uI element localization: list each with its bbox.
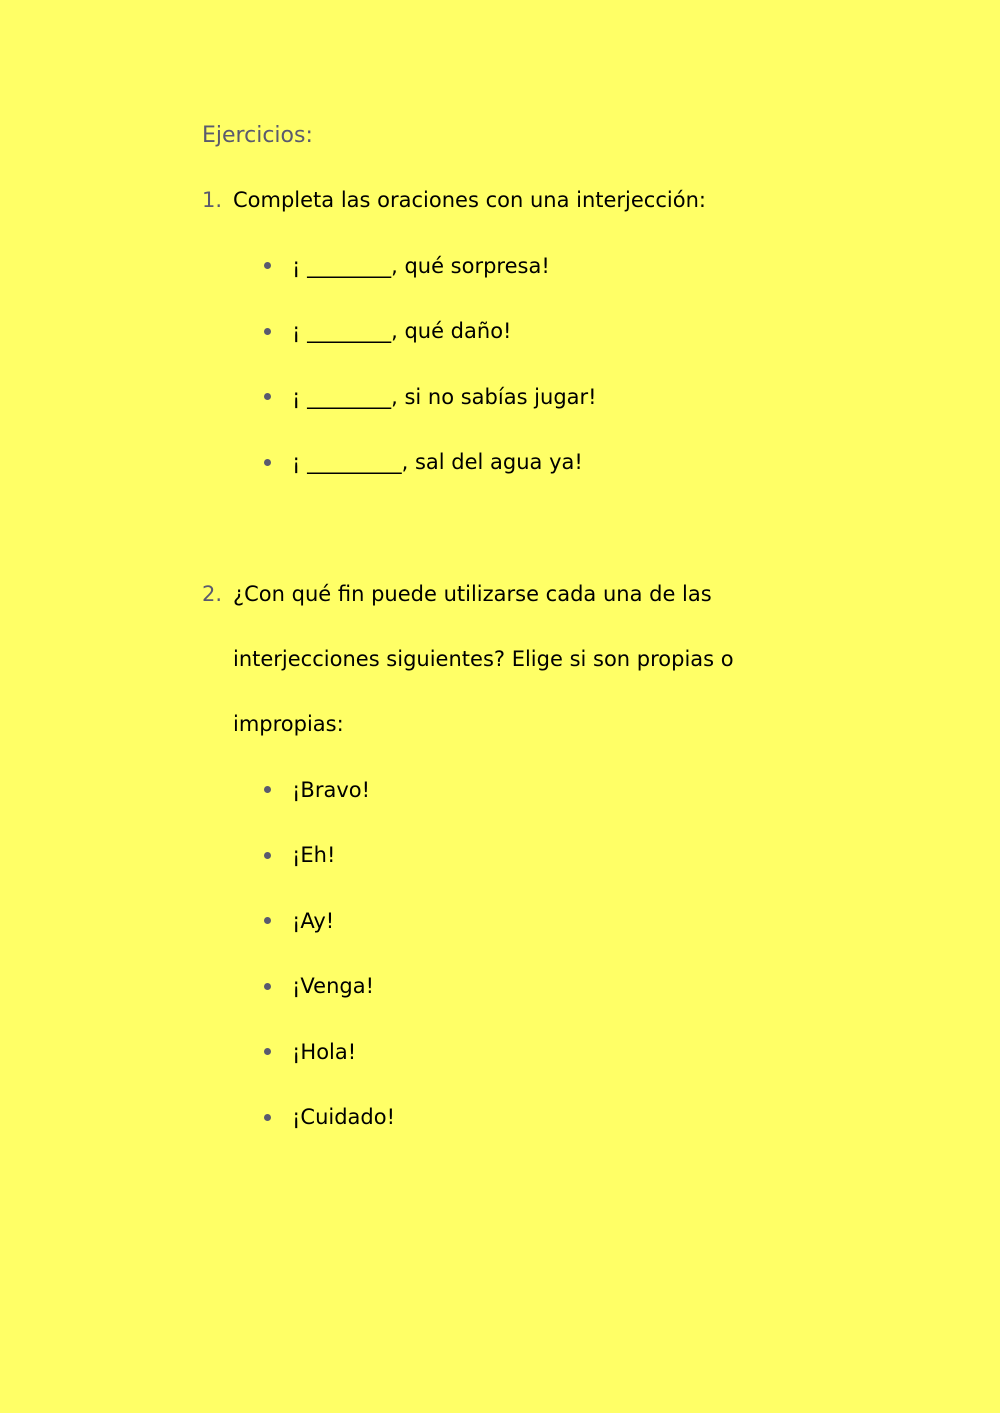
list-item [202, 888, 802, 954]
bullet-icon [264, 328, 271, 335]
exercise-1-list [202, 233, 802, 495]
list-item-text: ¡ _________, sal del agua ya! [292, 450, 583, 475]
list-item-text: ¡Eh! [292, 843, 336, 868]
list-item [202, 1019, 802, 1085]
bullet-icon [264, 983, 271, 990]
list-item [202, 1085, 802, 1151]
bullet-icon [264, 393, 271, 400]
bullet-icon [264, 1048, 271, 1055]
exercise-2-number: 2. [202, 582, 223, 606]
exercise-2 [202, 562, 802, 1150]
bullet-icon [264, 459, 271, 466]
list-item [202, 430, 802, 496]
list-item [202, 954, 802, 1020]
exercise-1-heading [202, 168, 802, 233]
bullet-icon [264, 786, 271, 793]
bullet-icon [264, 917, 271, 924]
list-item [202, 757, 802, 823]
list-item-text: ¡Hola! [292, 1039, 357, 1064]
list-item-text: ¡Ay! [292, 908, 335, 933]
bullet-icon [264, 1114, 271, 1121]
exercise-1 [202, 168, 802, 495]
exercise-2-prompt: ¿Con qué fin puede utilizarse cada una de las interjecciones siguientes? Elige si son propias o impropias: [233, 582, 734, 736]
list-item-text: ¡Cuidado! [292, 1105, 396, 1130]
list-item [202, 233, 802, 299]
exercise-2-list [202, 757, 802, 1150]
bullet-icon [264, 852, 271, 859]
worksheet-title: Ejercicios: [202, 123, 313, 148]
list-item [202, 823, 802, 889]
exercise-2-heading [202, 562, 802, 757]
list-item [202, 299, 802, 365]
list-item-text: ¡Bravo! [292, 777, 371, 802]
list-item-text: ¡Venga! [292, 974, 375, 999]
list-item [202, 364, 802, 430]
exercise-1-number: 1. [202, 188, 223, 212]
bullet-icon [264, 262, 271, 269]
list-item-text: ¡ ________, qué daño! [292, 319, 512, 344]
list-item-text: ¡ ________, qué sorpresa! [292, 253, 550, 278]
list-item-text: ¡ ________, si no sabías jugar! [292, 384, 597, 409]
exercise-1-prompt: Completa las oraciones con una interjección: [233, 188, 706, 212]
